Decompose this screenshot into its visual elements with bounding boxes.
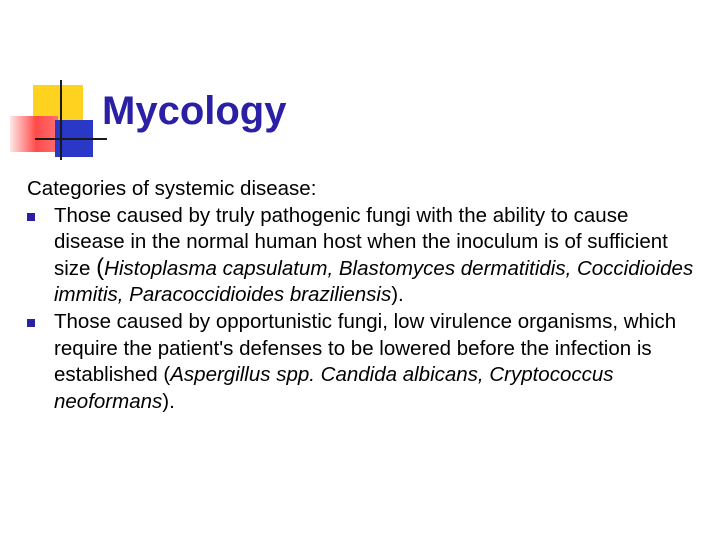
- open-paren: (: [163, 363, 171, 387]
- slide-body: [27, 176, 697, 415]
- bullet-list: [27, 203, 697, 416]
- decoration-horizontal-line: [35, 138, 107, 140]
- intro-text: Categories of systemic disease:: [27, 177, 317, 200]
- bullet-square-icon: [27, 319, 35, 327]
- species-names: Aspergillus spp. Candida albicans, Cryptococcus neoformans: [54, 363, 614, 413]
- slide-title: Mycology: [102, 89, 287, 133]
- bullet-text: Those caused by truly pathogenic fungi with the ability to cause disease in the normal human host when the inoculum is of sufficient size: [54, 203, 668, 280]
- open-paren: (: [96, 253, 105, 281]
- close-paren: ).: [391, 283, 404, 307]
- title-decoration: [0, 0, 110, 170]
- list-item: [27, 309, 697, 415]
- decoration-red-bar: [10, 116, 58, 152]
- bullet-text: Those caused by opportunistic fungi, low virulence organisms, which require the patient's defenses to be lowered before the infection is established: [54, 309, 677, 387]
- species-names: Histoplasma capsulatum, Blastomyces dermatitidis, Coccidioides immitis, Paracoccidioides braziliensis: [54, 256, 694, 307]
- list-item: [27, 203, 697, 309]
- decoration-vertical-line: [60, 80, 62, 160]
- bullet-square-icon: [27, 213, 35, 221]
- close-paren: ).: [162, 389, 175, 413]
